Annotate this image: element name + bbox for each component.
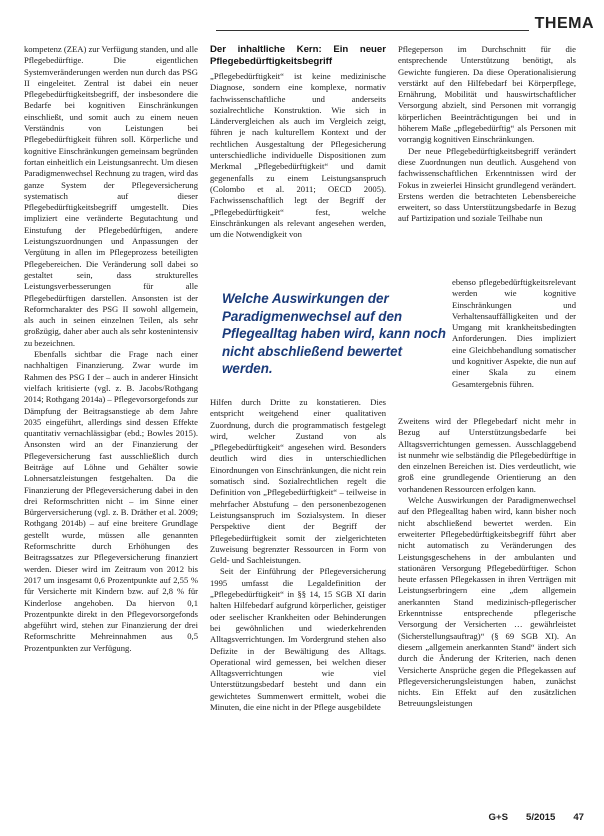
body-paragraph: Welche Auswirkungen der Paradigmenwechsel auf den Pflegealltag haben wird, kann bisher noch nicht abschließend bewertet werden. Ein erweiterter Pflegebedürftigkeitsbegriff führt aber nicht automatisch zu Veränderungen des Leistungsgeschehens in der ambulanten und stationären Versorgung Pflegebedürftiger. Schon heute erfassen Pflegekassen in ihren Verträgen mit Leistungserbringern eine „dem allgemein anerkannten Stand medizinisch-pflegerischer Erkenntnisse entsprechende pflegerische Versorgung der Versicherten … gewährleistet (Sicherstellungsauftrag)“ (§ 69 SGB XI). An diesem „allgemein anerkannten Stand“ ändert sich durch die Änderung der Kriterien, nach denen Versicherte Ansprüche gegen die Pflegekassen auf Pflegeversicherungsleistungen haben, zunächst nichts. Ein Effekt auf den zusätzlichen Betreuungsleistungen [398,495,576,709]
body-paragraph: „Pflegebedürftigkeit“ ist keine medizinische Diagnose, sondern eine komplexe, normativ fachwissenschaftliche und anderseits sozialrechtliche Konstruktion. Wie sich in Ländervergleichen als auch im Vergleich zeigt, führen je nach kulturellem Kontext und der rechtlichen Ausgestaltung der Pflegesicherung unterschiedliche individuelle Dispositionen zum Merkmal „Pflegebedürftigkeit“ und damit gegenenfalls zu einem Leistungsanspruch (Colombo et al. 2011; OECD 2005). Fachwissenschaftlich legt der Begriff der „Pflegebedürftigkeit“ fest, welche Einschränkungen als relevant angesehen werden, um die Notwendigkeit von [210,71,386,240]
body-paragraph: Der neue Pflegebedürftigkeitsbegriff verändert diese Zuordnungen nun deutlich. Ausgehend von fachwissenschaftlichen Erkenntnissen wird der Fokus in zweierlei Hinsicht grundlegend verändert. Erstens werden die betrachteten Lebensbereiche erweitert, so dass Unterstützungsbedarfe in Bezug auf Partizipation und soziale Teilhabe nun [398,145,576,224]
body-paragraph: ebenso pflegebedürftigkeitsrelevant werden wie kognitive Einschränkungen und Verhaltensauffälligkeiten und der Umgang mit krankheitsbedingten Anforderungen. Dies impliziert eine Gleichbehandlung somatischer und kognitiver Aspekte, die nun auf einer Skala zu einem Gesamtergebnis führen. [452,277,576,389]
pull-quote: Welche Auswirkungen der Paradigmenwechsel auf den Pflegealltag haben wird, kann noch nicht abschließend bewertet werden. [222,291,446,376]
body-paragraph: kompetenz (ZEA) zur Verfügung standen, und alle Pflegebedürftige. Die eigentlichen Systemveränderungen werden nun durch das PSG II eingeleitet. Zentral ist dabei ein neuer Pflegebedürftigkeitsbegriff, der insbesondere die Bedarfe bei kognitiven Einschränkungen einschließt, und somit auch zu einem neuen Verständnis von Leistungen bei Pflegebedürftigkeit führen soll. Körperliche und kognitive Einschränkungen gemeinsam begründen fortan einheitlich ein Leistungsanrecht. Um diesen Paradigmenwechsel Rechnung zu tragen, wird das ganze System der Pflegeversicherung systematisch auf dieser Pflegebedürftigkeitsbegriff umgestellt. Dies impliziert eine veränderte Begutachtung und Einstufung der Pflegebedürftigen, andere Leistungszuordnungen und Anpassungen der Vergütung in allen im Pflegeprozess beteiligten Pflegebereichen. Die Veränderung soll dabei so gestaltet sein, dass strukturelles Leistungsverbesserungen für alle Pflegebedürftigen darstellen. Ansonsten ist der Reformcharakter des PSG II sowohl allgemein, als auch in seinen einzelnen Teilen, als sehr großzügig, daher aber auch als sehr kostenintensiv zu bezeichnen. [24,44,198,348]
column-3-bottom [398,416,576,799]
body-paragraph: Hilfen durch Dritte zu konstatieren. Dies entspricht weitgehend einer qualitativen Zuordnung, durch die programmatisch festgelegt wird, welcher Zustand von als „Pflegebedürftigkeit“ angesehen wird. Besonders deutlich wird dies in unterschiedlichen Einordnungen von Einschränkungen, die nicht rein somatisch sind. Sozialrechtlichen regelt die Definition von „Pflegebedürftigkeit“ – teilweise in mehrfacher Abstufung – den personenbezogenen Leistungsanspruch im Sozialsystem. In dieser Perspektive dient der Begriff der Pflegebedürftigkeit somit der zielgerichteten Zuweisung begrenzter Ressourcen in Form von Geld- und Sachleistungen. [210,397,386,566]
body-paragraph: Seit der Einführung der Pflegeversicherung 1995 umfasst die Legaldefinition der „Pflegebedürftigkeit“ in §§ 14, 15 SGB XI darin halten Hilfebedarf aufgrund körperlicher, geistiger oder seelischer Krankheiten oder Behinderungen bei gewöhnlichen und wiederkehrenden Alltagsverrichtungen. Im Vordergrund stehen also Defizite in der Bewältigung des Alltags. Operational wird gemessen, bei welchen dieser Alltagsverrichtungen wie viel Unterstützungsbedarf besteht und dann ein gewichtetes Summenwert ermittelt, wobei die Minuten, die eine nicht in der Pflege ausgebildete [210,566,386,713]
section-heading: Der inhaltliche Kern: Ein neuer Pflegebedürftigkeitsbegriff [210,44,386,67]
section-label: THEMA [529,15,594,33]
column-2-top [210,44,386,244]
column-1 [24,44,198,798]
column-2-bottom [210,397,386,799]
body-paragraph: Zweitens wird der Pflegebedarf nicht mehr in Bezug auf Unterstützungsbedarfe bei Alltagsverrichtungen gemessen. Ausschlaggebend ist nunmehr wie selbständig die Pflegebedürftige in den einzelnen Bereichen ist. Dies verdeutlicht, wie groß eine grundlegende Orientierung an den vorhandenen Ressourcen erfolgen kann. [398,416,576,494]
issue-number: 5/2015 [525,812,556,823]
body-paragraph: Ebenfalls sichtbar die Frage nach einer nachhaltigen Finanzierung. Zwar wurde im Rahmen des PSG I der – auch in anderer Hinsicht vielfach kritisierte (vgl. z. B. Jacobs/Rothgang 2014; Rothgang 2014a) – Pflegevorsorgefonds zur Dämpfung der Beitragsanstiege ab dem Jahre 2035 eingeführt, allerdings sind dessen Effekte quantitativ vernachlässigbar (ebd.; Bowles 2015). Ansonsten wird an der Finanzierung der Pflegeversicherung fast ausschließlich durch Beiträge auf Löhne und Gehälter sowie Lohnersatzleistungen festgehalten. Da die Finanzierung der Pflegeversicherung dabei in den drei Reformschritten nicht – im Sinne einer Bürgerversicherung (vgl. z. B. Dräther et al. 2009; Rothgang 2014b) – auf eine breitere Grundlage gestellt wurde, müssen alle genannten Reformschritte durch Erhöhungen des Beitragssatzes zur Pflegeversicherung finanziert werden. Dieser wird im Zeitraum von 2012 bis 2017 um insgesamt 0,6 Prozentpunkte auf 2,55 % für Versicherte mit Kindern bzw. auf 2,8 % für Kinderlose angehoben. Da hiervon 0,1 Prozentpunkte direkt in den Pflegevorsorgefonds abgeführt wird, stehen zur Finanzierung der drei Reformschritte Mehreinnahmen aus 0,5 Prozentpunkten zur Verfügung. [24,349,198,653]
header-rule [216,30,576,31]
body-paragraph: Pflegeperson im Durchschnitt für die entsprechende Unterstützung benötigt, als Gewichte fungieren. Da diese Operationalisierung verstärkt auf den Hilfebedarf bei Körperpflege, Ernährung, Mobilität und hauswirtschaftlicher Versorgung abzielt, sind Personen mit vorrangig körperlichen Beeinträchtigungen bei und in höherem Maße „pflegebedürftig“ als Personen mit vorrangig kognitiven Einschränkungen. [398,44,576,145]
page-number: 47 [573,812,584,823]
magazine-brand: G+S [488,812,508,823]
column-3-top [398,44,576,276]
page-footer [489,812,584,823]
column-3-narrow [452,277,576,415]
